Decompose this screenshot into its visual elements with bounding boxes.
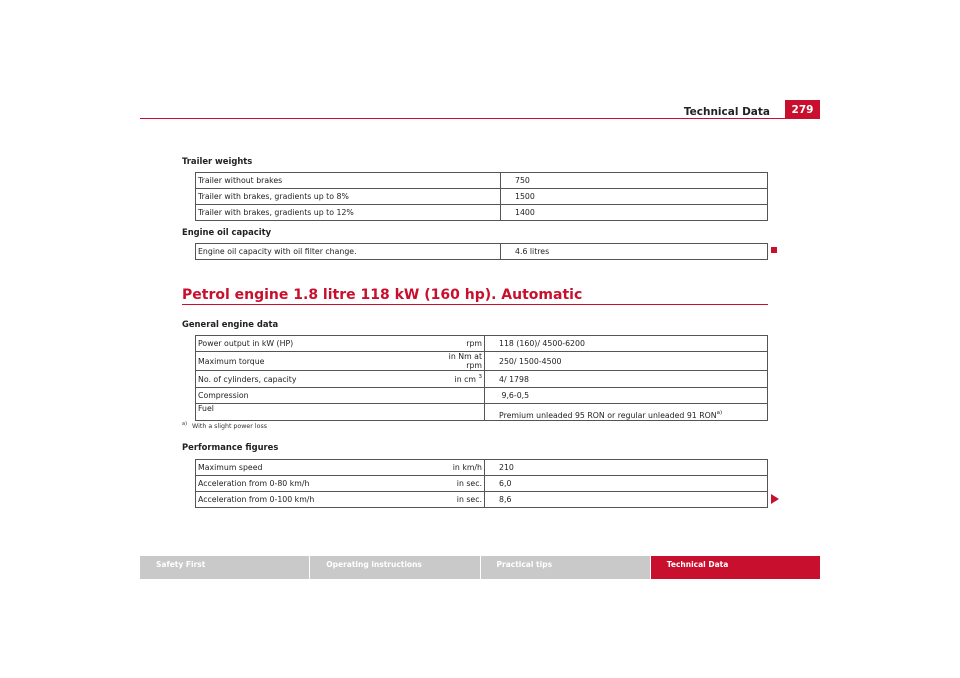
- continue-arrow-icon: [771, 494, 779, 504]
- row-label: Power output in kW (HP): [196, 336, 431, 352]
- row-value: 750: [501, 173, 768, 189]
- row-label: Trailer with brakes, gradients up to 8%: [196, 189, 501, 205]
- performance-table: [195, 459, 768, 508]
- row-label: Engine oil capacity with oil filter change.: [196, 244, 501, 260]
- row-label: Maximum torque: [196, 352, 431, 371]
- nav-tab-operating-instructions[interactable]: Operating instructions: [309, 556, 479, 579]
- table-row: [196, 336, 768, 352]
- table-row: [196, 492, 768, 508]
- table-row: [196, 189, 768, 205]
- unit-superscript: 3: [478, 374, 482, 380]
- table-row: [196, 404, 768, 421]
- row-label: Compression: [196, 388, 431, 404]
- row-value: 4/ 1798: [485, 371, 768, 388]
- table-row: [196, 244, 768, 260]
- row-label: Fuel: [196, 404, 431, 421]
- running-header-title: Technical Data: [683, 106, 770, 118]
- header-rule: [140, 118, 820, 119]
- trailer-weights-label: Trailer weights: [182, 156, 253, 166]
- table-row: [196, 476, 768, 492]
- nav-tab-safety-first[interactable]: Safety First: [140, 556, 309, 579]
- table-row: [196, 205, 768, 221]
- row-label: Acceleration from 0-100 km/h: [196, 492, 431, 508]
- footnote-marker: a): [182, 421, 188, 427]
- row-label: Maximum speed: [196, 460, 431, 476]
- row-unit: in Nm at rpm: [430, 352, 485, 371]
- footnote-ref: a): [716, 410, 723, 416]
- row-label: Trailer with brakes, gradients up to 12%: [196, 205, 501, 221]
- table-row: [196, 352, 768, 371]
- row-unit: in sec.: [430, 476, 485, 492]
- section-end-marker-icon: [771, 247, 777, 253]
- table-row: [196, 460, 768, 476]
- row-value: 210: [485, 460, 768, 476]
- trailer-weights-table: [195, 172, 768, 221]
- row-value: 9,6-0,5: [485, 388, 768, 404]
- row-unit: [430, 404, 485, 421]
- footnote: [182, 421, 267, 430]
- row-unit: rpm: [430, 336, 485, 352]
- row-value: 4.6 litres: [501, 244, 768, 260]
- row-unit: in sec.: [430, 492, 485, 508]
- bottom-nav: [140, 556, 820, 579]
- table-row: [196, 371, 768, 388]
- row-value: 250/ 1500-4500: [485, 352, 768, 371]
- table-row: [196, 388, 768, 404]
- row-value: 6,0: [485, 476, 768, 492]
- nav-tab-technical-data[interactable]: Technical Data: [650, 556, 820, 579]
- row-value: 118 (160)/ 4500-6200: [485, 336, 768, 352]
- oil-capacity-table: [195, 243, 768, 260]
- row-value: 8,6: [485, 492, 768, 508]
- row-value: [485, 404, 768, 421]
- row-unit: in km/h: [430, 460, 485, 476]
- performance-label: Performance figures: [182, 442, 279, 452]
- row-label: Acceleration from 0-80 km/h: [196, 476, 431, 492]
- unit-text: in cm: [454, 375, 477, 384]
- engine-data-table: [195, 335, 768, 421]
- section-heading: Petrol engine 1.8 litre 118 kW (160 hp). Automatic: [182, 287, 583, 303]
- page-number: 279: [785, 100, 820, 119]
- row-unit: [430, 371, 485, 388]
- footnote-text: With a slight power loss: [192, 423, 268, 431]
- row-label: Trailer without brakes: [196, 173, 501, 189]
- row-label: No. of cylinders, capacity: [196, 371, 431, 388]
- oil-capacity-label: Engine oil capacity: [182, 227, 272, 237]
- fuel-value-text: Premium unleaded 95 RON or regular unleaded 91 RON: [499, 411, 717, 420]
- heading-rule: [182, 304, 768, 305]
- row-value: 1500: [501, 189, 768, 205]
- row-unit: [430, 388, 485, 404]
- engine-data-label: General engine data: [182, 319, 279, 329]
- row-value: 1400: [501, 205, 768, 221]
- nav-tab-practical-tips[interactable]: Practical tips: [480, 556, 650, 579]
- table-row: [196, 173, 768, 189]
